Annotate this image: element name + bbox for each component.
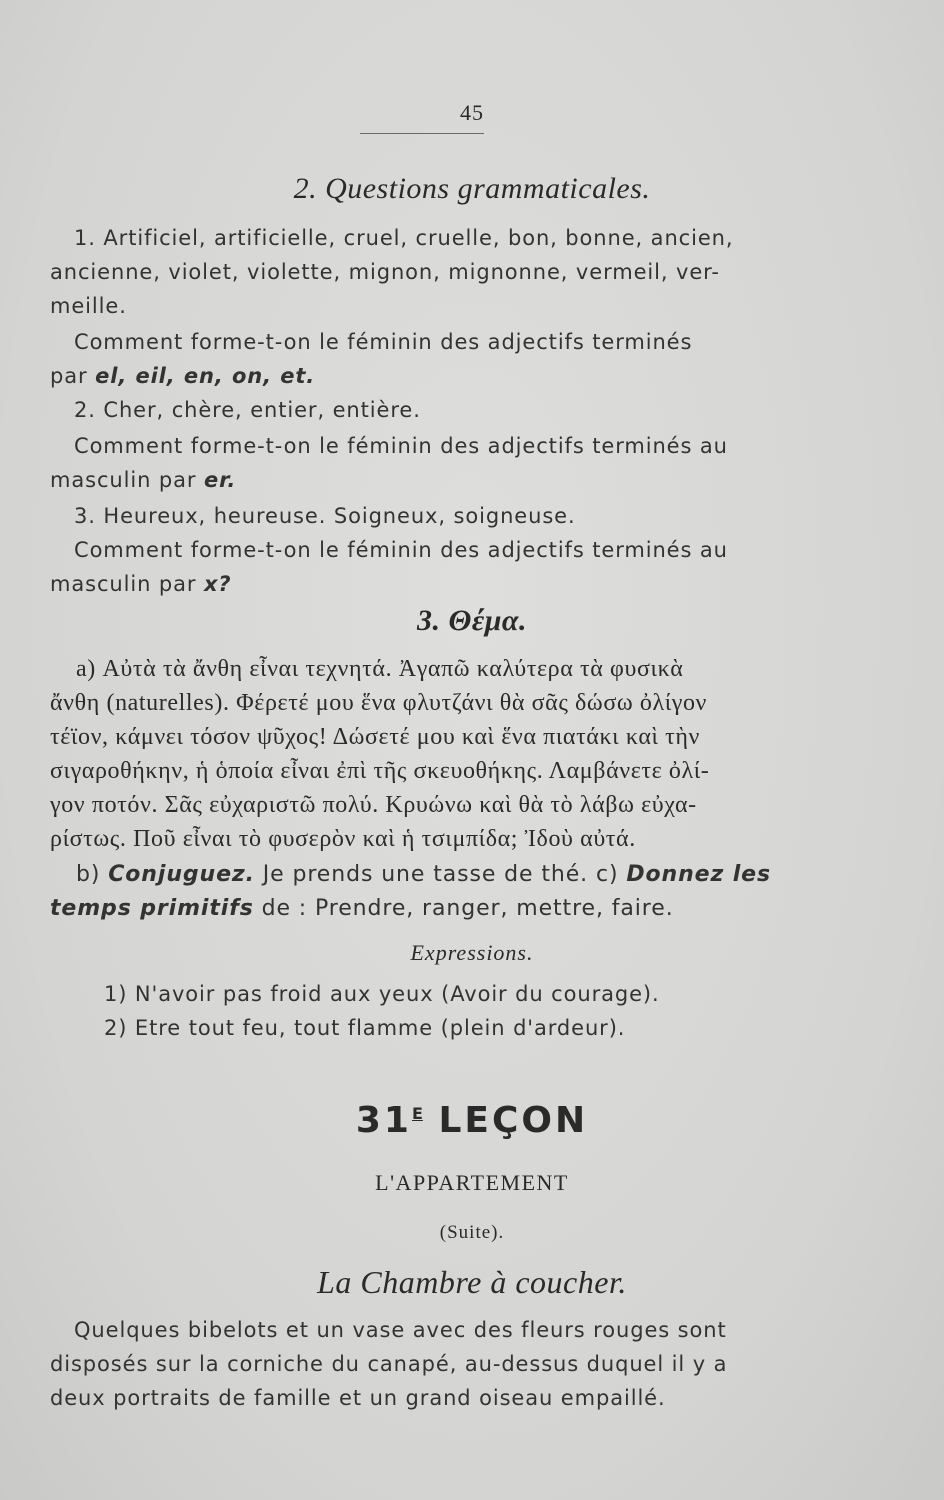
greek-line-4: σιγαροθήκην, ἡ ὁποία εἶναι ἐπὶ τῆς σκευοθήκης. Λαμβάνετε ὀλί- [50, 758, 710, 784]
conjugate-line [76, 862, 771, 887]
question-line-8 [50, 468, 236, 492]
greek-line-1: a) Αὐτὰ τὰ ἄνθη εἶναι τεχνητά. Ἀγαπῶ καλύτερα τὰ φυσικὰ [76, 656, 684, 682]
expressions-title: Expressions. [410, 940, 534, 965]
question-line-1: 1. Artificiel, artificielle, cruel, cruelle, bon, bonne, ancien, [74, 226, 734, 250]
expression-2: 2) Etre tout feu, tout flamme (plein d'ardeur). [104, 1016, 626, 1040]
page-number: 45 [460, 100, 484, 125]
body-line-3: deux portraits de famille et un grand oiseau empaillé. [50, 1386, 666, 1410]
conjugate-text: Je prends une tasse de thé. c) [254, 862, 627, 887]
header-rule [360, 133, 484, 134]
question-line-2: ancienne, violet, violette, mignon, mignonne, vermeil, ver- [50, 260, 720, 284]
question-line-5-prefix: par [50, 364, 96, 388]
question-line-6: 2. Cher, chère, entier, entière. [74, 398, 421, 422]
question-line-8-prefix: masculin par [50, 468, 204, 492]
greek-line-5: γον ποτόν. Σᾶς εὐχαριστῶ πολύ. Κρυώνω καὶ θὰ τὸ λάβω εὐχα- [50, 792, 697, 818]
lesson-subtitle: L'APPARTEMENT [375, 1170, 569, 1195]
body-line-1: Quelques bibelots et un vase avec des fleurs rouges sont [74, 1318, 727, 1342]
temps-text: de : Prendre, ranger, mettre, faire. [253, 896, 674, 921]
question-line-3: meille. [50, 294, 127, 318]
section-title-questions: 2. Questions grammaticales. [293, 172, 651, 205]
question-line-10: Comment forme-t-on le féminin des adjectifs terminés au [74, 538, 728, 562]
temps-label: temps primitifs [50, 896, 254, 921]
question-line-8-italic: er. [203, 468, 237, 492]
question-line-5-italic: el, eil, en, on, et. [95, 364, 316, 388]
body-line-2: disposés sur la corniche du canapé, au-dessus duquel il y a [50, 1352, 728, 1376]
lesson-superscript: E [411, 1104, 423, 1123]
greek-line-3: τέϊον, κάμνει τόσον ψῦχος! Δώσετέ μου καὶ ἕνα πιατάκι καὶ τὴν [50, 724, 700, 750]
greek-line-2: ἄνθη (naturelles). Φέρετέ μου ἕνα φλυτζάνι θὰ σᾶς δώσω ὀλίγον [50, 690, 708, 716]
conjugate-prefix: b) [76, 862, 109, 887]
expression-1: 1) N'avoir pas froid aux yeux (Avoir du courage). [104, 982, 660, 1006]
lesson-number: 31 [355, 1100, 412, 1141]
temps-line [50, 896, 674, 921]
chapter-title: La Chambre à coucher. [317, 1264, 627, 1300]
question-line-4: Comment forme-t-on le féminin des adjectifs terminés [74, 330, 693, 354]
section-title-thema: 3. Θέμα. [417, 604, 527, 637]
question-line-5 [50, 364, 315, 388]
donnez-label: Donnez les [626, 862, 771, 887]
lesson-suite: (Suite). [439, 1222, 505, 1243]
lesson-heading [0, 1100, 944, 1141]
question-line-7: Comment forme-t-on le féminin des adjectifs terminés au [74, 434, 728, 458]
question-line-9: 3. Heureux, heureuse. Soigneux, soigneuse. [74, 504, 576, 528]
question-line-11 [50, 572, 232, 596]
greek-line-6: ρίστως. Ποῦ εἶναι τὸ φυσερὸν καὶ ἡ τσιμπίδα; Ἰδοὺ αὐτά. [50, 826, 636, 852]
lesson-word: LEÇON [422, 1100, 589, 1141]
question-line-11-prefix: masculin par [50, 572, 204, 596]
conjugate-label: Conjuguez. [108, 862, 255, 887]
question-line-11-italic: x? [203, 572, 232, 596]
